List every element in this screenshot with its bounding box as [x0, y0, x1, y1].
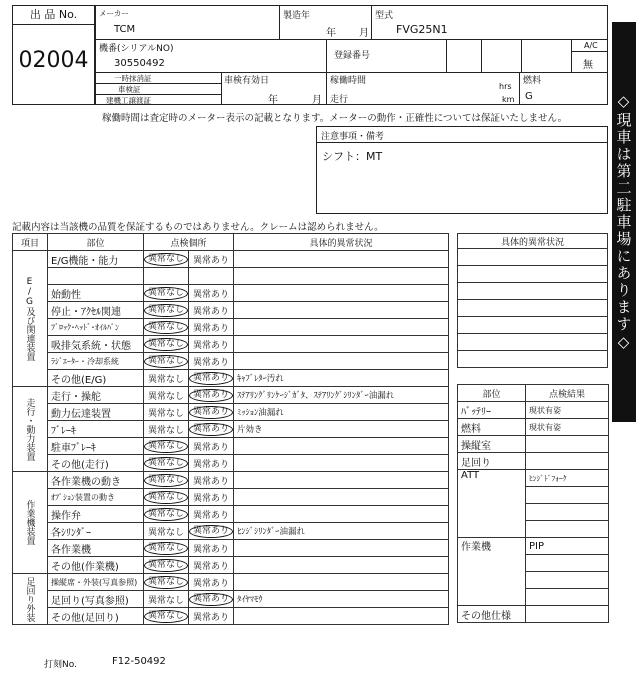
detail-text	[234, 319, 449, 336]
header-grid	[95, 5, 608, 105]
other-spec-label: その他仕様	[458, 606, 526, 623]
normal-cell	[144, 302, 189, 319]
right-result-header: 点検結果	[526, 385, 609, 402]
group-name: 作業機装置	[13, 472, 48, 574]
part-name: ﾌﾞﾚｰｷ	[48, 421, 144, 438]
right-part-header: 部位	[458, 385, 526, 402]
fuel-row-value: 現状有姿	[526, 419, 609, 436]
part-name: 駐車ﾌﾞﾚｰｷ	[48, 438, 144, 455]
col-detail-header: 具体的異常状況	[234, 234, 449, 251]
normal-cell	[144, 608, 189, 625]
att-label: ATT	[458, 470, 526, 538]
detail-text	[234, 489, 449, 506]
att-value: ﾋﾝｼﾞﾄﾞﾌｫｰｸ	[526, 470, 609, 487]
abnormal-label: 異常あり	[193, 561, 230, 572]
right-result-table	[457, 384, 609, 623]
normal-cell	[144, 506, 189, 523]
detail-text	[234, 608, 449, 625]
normal-label: 異常なし	[147, 391, 184, 402]
detail-text: ｷｬﾌﾞﾚﾀｰ汚れ	[234, 370, 449, 387]
group-name: E/G及び関連装置	[13, 251, 48, 387]
abnormal-cell	[189, 353, 234, 370]
abnormal-cell	[189, 608, 234, 625]
part-name: 操縦席・外装(写真参照)	[48, 574, 144, 591]
detail-text	[234, 251, 449, 268]
table-row	[13, 489, 449, 506]
special-cert-label: 建機工譲渡証	[106, 96, 151, 105]
col-item-header: 項目	[13, 234, 48, 251]
abnormal-label: 異常あり	[193, 510, 230, 521]
part-name	[48, 268, 144, 285]
hrs-unit: hrs	[499, 82, 512, 91]
abnormal-label: 異常あり	[193, 340, 230, 351]
part-name: ﾗｼﾞｴｰﾀｰ・冷却系統	[48, 353, 144, 370]
abnormal-cell	[189, 506, 234, 523]
right-detail-header: 具体的異常状況	[458, 234, 608, 249]
location-banner: ◇現車は第二駐車場にあります◇	[612, 22, 636, 422]
abnormal-label: 異常あり	[193, 578, 230, 589]
abnormal-label: 異常あり	[193, 306, 230, 317]
lot-number-box	[12, 5, 95, 105]
part-name: 足回り(写真参照)	[48, 591, 144, 608]
normal-label: 異常なし	[147, 595, 184, 606]
normal-cell	[144, 455, 189, 472]
normal-cell	[144, 251, 189, 268]
detail-text: ﾐｯｼｮﾝ油漏れ	[234, 404, 449, 421]
table-row	[13, 523, 449, 540]
abnormal-label: 異常あり	[193, 255, 230, 266]
detail-text: ﾀｲﾔﾏﾓｳ	[234, 591, 449, 608]
normal-label: 異常なし	[144, 304, 188, 317]
serial-label: 機番(シリアルNO)	[99, 44, 174, 54]
table-row	[13, 302, 449, 319]
year-unit: 年	[326, 28, 336, 39]
notes-box	[316, 126, 608, 214]
normal-cell	[144, 591, 189, 608]
table-row	[13, 608, 449, 625]
abnormal-label: 異常あり	[193, 323, 230, 334]
lot-label: 出 品 No.	[13, 6, 94, 25]
stamp-label: 打刻No.	[44, 660, 77, 670]
year-label: 製造年	[283, 11, 311, 21]
model-value: FVG25N1	[396, 23, 448, 36]
table-row	[13, 336, 449, 353]
undercarriage-label: 足回り	[458, 453, 526, 470]
temp-cert-label: 一時抹消証	[114, 74, 152, 83]
notes-text: シフト：MT	[322, 150, 383, 163]
fuel-row-label: 燃料	[458, 419, 526, 436]
table-row	[13, 455, 449, 472]
table-row	[13, 285, 449, 302]
normal-label: 異常なし	[144, 542, 188, 555]
part-name: ｵﾌﾟｼｮﾝ装置の動き	[48, 489, 144, 506]
normal-cell	[144, 540, 189, 557]
normal-cell	[144, 472, 189, 489]
part-name: その他(作業機)	[48, 557, 144, 574]
inspection-month-unit: 月	[312, 95, 322, 106]
table-row	[13, 404, 449, 421]
normal-cell	[144, 523, 189, 540]
normal-label: 異常なし	[144, 491, 188, 504]
part-name: その他(足回り)	[48, 608, 144, 625]
table-row	[13, 574, 449, 591]
abnormal-cell	[189, 574, 234, 591]
work-equipment-value: PIP	[526, 538, 609, 555]
normal-cell	[144, 370, 189, 387]
abnormal-cell	[189, 268, 234, 285]
normal-label: 異常なし	[144, 253, 188, 266]
abnormal-cell	[189, 302, 234, 319]
part-name: その他(走行)	[48, 455, 144, 472]
detail-text	[234, 540, 449, 557]
normal-cell	[144, 285, 189, 302]
detail-text: ﾋﾝｼﾞｼﾘﾝﾀﾞｰ油漏れ	[234, 523, 449, 540]
abnormal-label: 異常あり	[193, 612, 230, 623]
right-detail-table	[457, 233, 608, 368]
km-unit: km	[502, 95, 515, 104]
abnormal-label: 異常あり	[189, 389, 233, 402]
inspection-year-unit: 年	[268, 95, 278, 106]
table-row	[13, 506, 449, 523]
normal-label: 異常なし	[144, 457, 188, 470]
abnormal-cell	[189, 421, 234, 438]
normal-label: 異常なし	[147, 408, 184, 419]
normal-label: 異常なし	[144, 355, 188, 368]
notes-label: 注意事項・備考	[321, 132, 385, 142]
abnormal-label: 異常あり	[189, 423, 233, 436]
normal-label: 異常なし	[144, 576, 188, 589]
lot-number: 02004	[18, 48, 89, 73]
part-name: 各作業機の動き	[48, 472, 144, 489]
normal-cell	[144, 336, 189, 353]
normal-cell	[144, 438, 189, 455]
normal-cell	[144, 557, 189, 574]
table-row	[13, 353, 449, 370]
normal-cell	[144, 574, 189, 591]
serial-value: 30550492	[114, 58, 165, 69]
abnormal-label: 異常あり	[189, 525, 233, 538]
part-name: 停止・ｱｸｾﾙ関連	[48, 302, 144, 319]
part-name: 動力伝達装置	[48, 404, 144, 421]
stamp-value: F12-50492	[112, 656, 166, 667]
group-name: 足回り外装	[13, 574, 48, 625]
abnormal-label: 異常あり	[193, 442, 230, 453]
quality-notice: 記載内容は当該機の品質を保証するものではありません。クレームは認められません。	[12, 222, 384, 233]
abnormal-cell	[189, 319, 234, 336]
normal-cell	[144, 404, 189, 421]
part-name: 吸排気系統・状態	[48, 336, 144, 353]
normal-cell	[144, 421, 189, 438]
model-label: 型式	[375, 11, 394, 21]
normal-label: 異常なし	[144, 287, 188, 300]
detail-text	[234, 506, 449, 523]
abnormal-label: 異常あり	[193, 544, 230, 555]
abnormal-cell	[189, 285, 234, 302]
abnormal-cell	[189, 540, 234, 557]
detail-text	[234, 353, 449, 370]
ac-label: A/C	[584, 41, 598, 50]
table-row	[13, 557, 449, 574]
part-name: 各ｼﾘﾝﾀﾞｰ	[48, 523, 144, 540]
abnormal-cell	[189, 489, 234, 506]
normal-label: 異常なし	[144, 321, 188, 334]
detail-text: ｽﾃｱﾘﾝｸﾞﾘﾝｹｰｼﾞｶﾞﾀ、ｽﾃｱﾘﾝｸﾞｼﾘﾝﾀﾞｰ油漏れ	[234, 387, 449, 404]
abnormal-cell	[189, 387, 234, 404]
normal-label: 異常なし	[144, 338, 188, 351]
detail-text	[234, 285, 449, 302]
inspection-table	[12, 233, 449, 625]
col-check-header: 点検個所	[144, 234, 234, 251]
abnormal-label: 異常あり	[193, 476, 230, 487]
detail-text	[234, 302, 449, 319]
detail-text	[234, 438, 449, 455]
table-row	[13, 438, 449, 455]
normal-cell	[144, 353, 189, 370]
abnormal-cell	[189, 472, 234, 489]
part-name: 始動性	[48, 285, 144, 302]
part-name: ﾌﾞﾛｯｸ･ﾍｯﾄﾞ･ｵｲﾙﾊﾟﾝ	[48, 319, 144, 336]
table-row	[13, 251, 449, 268]
abnormal-label: 異常あり	[193, 289, 230, 300]
battery-value: 現状有姿	[526, 402, 609, 419]
normal-label: 異常なし	[147, 527, 184, 538]
abnormal-label: 異常あり	[189, 372, 233, 385]
table-row	[13, 540, 449, 557]
abnormal-cell	[189, 370, 234, 387]
run-label: 走行	[330, 95, 349, 105]
abnormal-label: 異常あり	[189, 406, 233, 419]
normal-cell	[144, 319, 189, 336]
group-name: 走行・動力装置	[13, 387, 48, 472]
hours-label: 稼働時間	[330, 76, 367, 86]
part-name: 操作弁	[48, 506, 144, 523]
table-row	[13, 591, 449, 608]
abnormal-label: 異常あり	[193, 459, 230, 470]
normal-label: 異常なし	[147, 374, 184, 385]
ac-value: 無	[583, 60, 593, 71]
work-equipment-label: 作業機	[458, 538, 526, 606]
month-unit: 月	[359, 28, 369, 39]
battery-label: ﾊﾞｯﾃﾘｰ	[458, 402, 526, 419]
table-row	[13, 370, 449, 387]
maker-value: TCM	[114, 24, 136, 35]
abnormal-cell	[189, 523, 234, 540]
vehicle-cert-label: 車検証	[118, 85, 141, 94]
table-row	[13, 421, 449, 438]
maker-label: メーカー	[99, 9, 129, 18]
fuel-label: 燃料	[523, 76, 542, 86]
cab-label: 操縦室	[458, 436, 526, 453]
detail-text: 片効き	[234, 421, 449, 438]
abnormal-cell	[189, 438, 234, 455]
normal-cell	[144, 387, 189, 404]
fuel-value: G	[525, 91, 533, 102]
abnormal-cell	[189, 591, 234, 608]
normal-label: 異常なし	[144, 508, 188, 521]
detail-text	[234, 455, 449, 472]
table-row	[13, 268, 449, 285]
part-name: 走行・操舵	[48, 387, 144, 404]
table-row	[13, 387, 449, 404]
table-row	[13, 472, 449, 489]
detail-text	[234, 336, 449, 353]
part-name: 各作業機	[48, 540, 144, 557]
normal-label: 異常なし	[144, 440, 188, 453]
abnormal-cell	[189, 336, 234, 353]
abnormal-label: 異常あり	[189, 593, 233, 606]
detail-text	[234, 268, 449, 285]
abnormal-cell	[189, 404, 234, 421]
hours-notice: 稼働時間は査定時のメーター表示の記載となります。メーターの動作・正確性については保証いたしません。	[102, 113, 568, 124]
normal-label: 異常なし	[144, 610, 188, 623]
registration-label: 登録番号	[334, 51, 371, 61]
part-name: E/G機能・能力	[48, 251, 144, 268]
normal-label: 異常なし	[144, 559, 188, 572]
abnormal-cell	[189, 455, 234, 472]
detail-text	[234, 574, 449, 591]
abnormal-label: 異常あり	[193, 493, 230, 504]
normal-label: 異常なし	[144, 474, 188, 487]
abnormal-cell	[189, 557, 234, 574]
abnormal-label: 異常あり	[193, 357, 230, 368]
abnormal-cell	[189, 251, 234, 268]
normal-cell	[144, 268, 189, 285]
table-row	[13, 319, 449, 336]
detail-text	[234, 472, 449, 489]
part-name: その他(E/G)	[48, 370, 144, 387]
normal-cell	[144, 489, 189, 506]
col-part-header: 部位	[48, 234, 144, 251]
inspection-label: 車検有効日	[224, 76, 270, 86]
detail-text	[234, 557, 449, 574]
normal-label: 異常なし	[147, 425, 184, 436]
